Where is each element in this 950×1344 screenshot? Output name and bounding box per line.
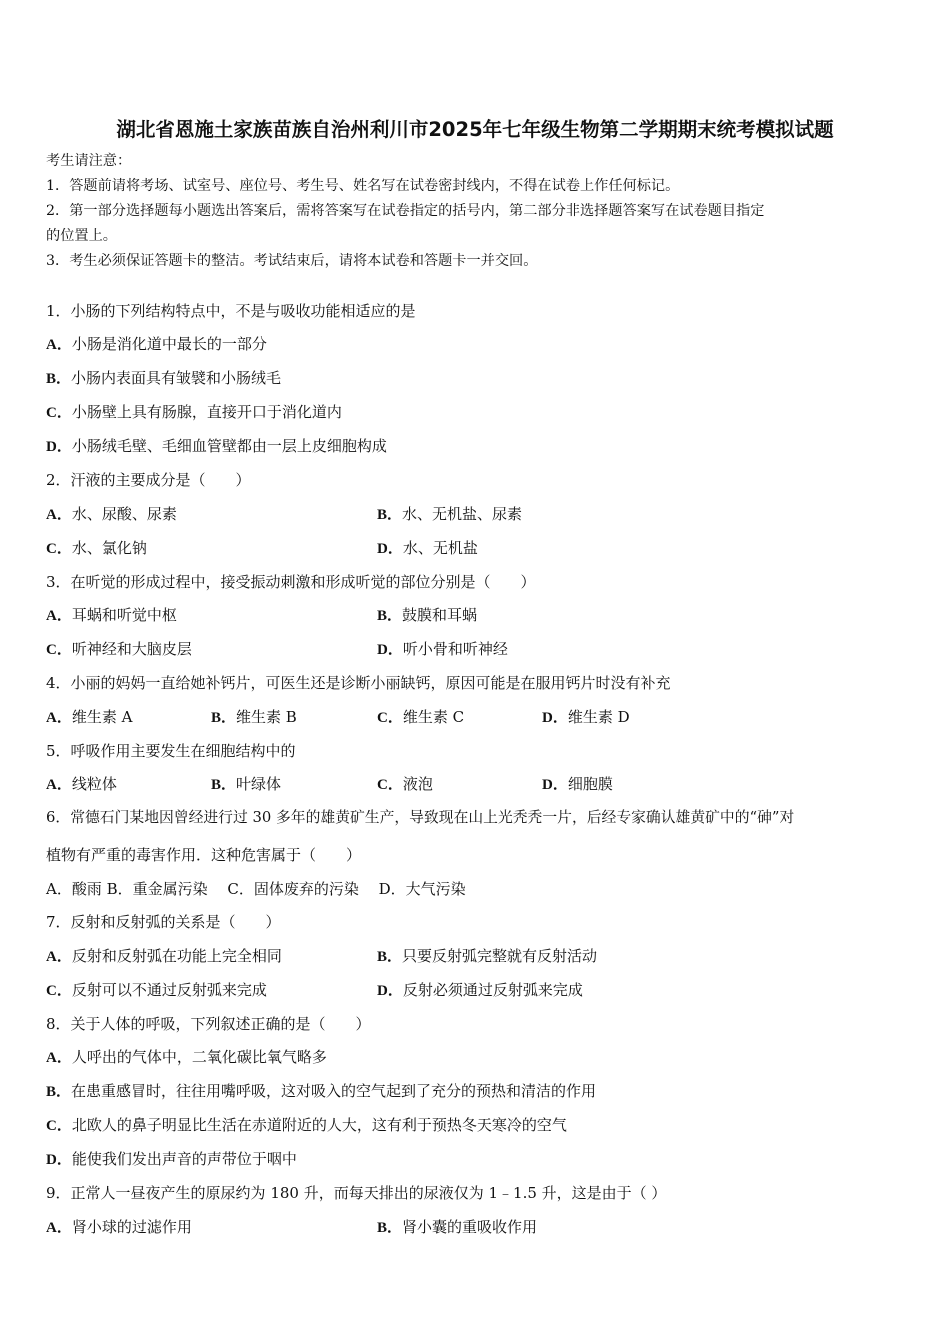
option: B．水、无机盐、尿素 (377, 505, 523, 523)
question-stem: 6．常德石门某地因曾经进行过 30 多年的雄黄矿生产，导致现在山上光秃秃一片，后经专家确认雄黄矿中的“砷”对 (46, 809, 795, 826)
question-stem: 8．关于人体的呼吸，下列叙述正确的是（ ） (46, 1015, 371, 1033)
option: A．耳蜗和听觉中枢 (46, 606, 177, 624)
question-stem: 9．正常人一昼夜产生的原尿约为 180 升，而每天排出的尿液仅为 1﹣1.5 升，这是由于（ ） (46, 1184, 667, 1202)
exam-title: 湖北省恩施土家族苗族自治州利川市2025年七年级生物第二学期期末统考模拟试题 (116, 118, 834, 141)
notice-heading: 考生请注意： (46, 153, 132, 169)
option: B．在患重感冒时，往往用嘴呼吸，这对吸入的空气起到了充分的预热和清洁的作用 (46, 1082, 597, 1100)
question-stem: 7．反射和反射弧的关系是（ ） (46, 913, 281, 931)
option: D．小肠绒毛壁、毛细血管壁都由一层上皮细胞构成 (46, 437, 387, 455)
option: B．叶绿体 (211, 775, 282, 793)
question-stem: 植物有严重的毒害作用．这种危害属于（ ） (46, 846, 362, 864)
option: B．鼓膜和耳蜗 (377, 606, 478, 624)
question-stem: 2．汗液的主要成分是（ ） (46, 471, 251, 489)
option: D．水、无机盐 (377, 539, 478, 557)
option: C．水、氯化钠 (46, 539, 147, 557)
notice-item: 2．第一部分选择题每小题选出答案后，需将答案写在试卷指定的括号内，第二部分非选择题答案写在试卷题目指定 (46, 203, 765, 219)
option: B．只要反射弧完整就有反射活动 (377, 947, 598, 965)
option: A．维生素 A (46, 708, 133, 726)
option: C．反射可以不通过反射弧来完成 (46, 981, 267, 999)
option: D．维生素 D (542, 708, 630, 726)
option: A．线粒体 (46, 775, 117, 793)
question-stem: 5．呼吸作用主要发生在细胞结构中的 (46, 742, 296, 760)
option: B．肾小囊的重吸收作用 (377, 1218, 538, 1236)
option: D．反射必须通过反射弧来完成 (377, 981, 583, 999)
option: A．水、尿酸、尿素 (46, 505, 177, 523)
option: C．北欧人的鼻子明显比生活在赤道附近的人大，这有利于预热冬天寒冷的空气 (46, 1116, 567, 1134)
option: C．液泡 (377, 775, 433, 793)
option: D．能使我们发出声音的声带位于咽中 (46, 1150, 297, 1168)
question-stem: 4．小丽的妈妈一直给她补钙片，可医生还是诊断小丽缺钙，原因可能是在服用钙片时没有补充 (46, 674, 671, 692)
options-line: A．酸雨 B．重金属污染 C．固体废弃的污染 D．大气污染 (46, 880, 466, 898)
option: B．小肠内表面具有皱襞和小肠绒毛 (46, 369, 282, 387)
option: A．肾小球的过滤作用 (46, 1218, 192, 1236)
option: C．维生素 C (377, 708, 465, 726)
question-stem: 1．小肠的下列结构特点中，不是与吸收功能相适应的是 (46, 302, 416, 320)
option: D．细胞膜 (542, 775, 613, 793)
option: C．听神经和大脑皮层 (46, 640, 192, 658)
notice-item: 3．考生必须保证答题卡的整洁。考试结束后，请将本试卷和答题卡一并交回。 (46, 253, 538, 269)
notice-item: 的位置上。 (46, 228, 117, 244)
option: A．反射和反射弧在功能上完全相同 (46, 947, 282, 965)
question-stem: 3．在听觉的形成过程中，接受振动刺激和形成听觉的部位分别是（ ） (46, 573, 536, 591)
option: A．小肠是消化道中最长的一部分 (46, 335, 267, 353)
option: C．小肠壁上具有肠腺，直接开口于消化道内 (46, 403, 342, 421)
option: B．维生素 B (211, 708, 297, 726)
option: A．人呼出的气体中，二氧化碳比氧气略多 (46, 1048, 327, 1066)
option: D．听小骨和听神经 (377, 640, 508, 658)
notice-item: 1．答题前请将考场、试室号、座位号、考生号、姓名写在试卷密封线内，不得在试卷上作任何标记。 (46, 178, 680, 194)
